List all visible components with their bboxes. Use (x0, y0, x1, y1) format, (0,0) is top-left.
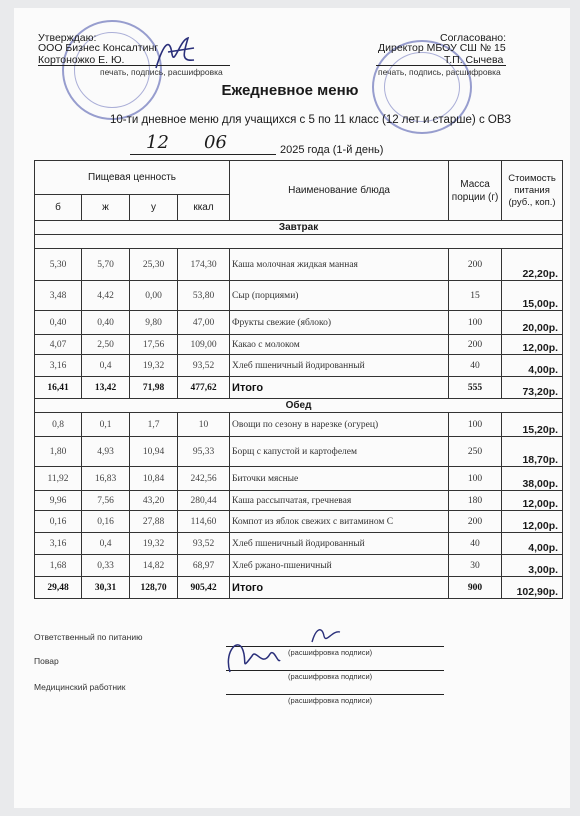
medic-caption: (расшифровка подписи) (288, 696, 373, 705)
table-row (35, 413, 563, 437)
mass-cell: 900 (449, 577, 502, 599)
lunch-section (35, 413, 563, 599)
fat-cell: 4,42 (82, 281, 130, 311)
dish-name-cell: Итого (230, 577, 449, 599)
price-cell: 15,00р. (502, 281, 563, 311)
price-cell: 18,70р. (502, 437, 563, 467)
price-cell: 12,00р. (502, 511, 563, 533)
mass-cell: 555 (449, 377, 502, 399)
mass-cell: 200 (449, 511, 502, 533)
nutrition-header: Пищевая ценность (35, 161, 230, 195)
kcal-cell: 53,80 (178, 281, 230, 311)
carbs-cell: 9,80 (130, 311, 178, 335)
agree-position: Директор МБОУ СШ № 15 (378, 42, 506, 54)
carbs-cell: 19,32 (130, 355, 178, 377)
responsible-caption: (расшифровка подписи) (288, 648, 373, 657)
fat-cell: 0,4 (82, 533, 130, 555)
fat-cell: 0,40 (82, 311, 130, 335)
kcal-cell: 109,00 (178, 335, 230, 355)
kcal-cell: 280,44 (178, 491, 230, 511)
dish-name-cell: Хлеб пшеничный йодированный (230, 533, 449, 555)
mass-cell: 200 (449, 335, 502, 355)
kcal-cell: 10 (178, 413, 230, 437)
carbs-cell: 25,30 (130, 249, 178, 281)
kcal-cell: 47,00 (178, 311, 230, 335)
protein-cell: 11,92 (35, 467, 82, 491)
menu-subtitle: 10-ти дневное меню для учащихся с 5 по 11 класс (12 лет и старше) с ОВЗ (110, 114, 512, 126)
mass-cell: 100 (449, 311, 502, 335)
protein-cell: 3,48 (35, 281, 82, 311)
protein-cell: 3,16 (35, 533, 82, 555)
dish-name-cell: Хлеб пшеничный йодированный (230, 355, 449, 377)
protein-cell: 16,41 (35, 377, 82, 399)
agree-sign-caption: печать, подпись, расшифровка (378, 67, 501, 77)
mass-cell: 40 (449, 355, 502, 377)
mass-cell: 200 (449, 249, 502, 281)
mass-cell: 100 (449, 467, 502, 491)
kcal-cell: 174,30 (178, 249, 230, 281)
cost-header: Стоимость питания (руб., коп.) (502, 161, 563, 221)
table-row (35, 335, 563, 355)
carbs-cell: 17,56 (130, 335, 178, 355)
kcal-cell: 93,52 (178, 533, 230, 555)
responsible-label: Ответственный по питанию (34, 632, 143, 642)
protein-cell: 1,68 (35, 555, 82, 577)
table-row (35, 511, 563, 533)
page-title: Ежедневное меню (221, 82, 359, 99)
carbs-cell: 1,7 (130, 413, 178, 437)
mass-cell: 40 (449, 533, 502, 555)
spacer-row (35, 235, 563, 249)
kcal-cell: 95,33 (178, 437, 230, 467)
price-cell: 4,00р. (502, 533, 563, 555)
fat-cell: 0,16 (82, 511, 130, 533)
carbs-header: у (130, 195, 178, 221)
table-row (35, 491, 563, 511)
protein-cell: 5,30 (35, 249, 82, 281)
fat-cell: 16,83 (82, 467, 130, 491)
dish-name-cell: Фрукты свежие (яблоко) (230, 311, 449, 335)
responsible-signature (308, 624, 344, 646)
date-day: 12 (146, 132, 169, 153)
dish-name-cell: Итого (230, 377, 449, 399)
price-cell: 102,90р. (502, 577, 563, 599)
carbs-cell: 43,20 (130, 491, 178, 511)
table-row (35, 467, 563, 491)
table-row (35, 533, 563, 555)
approve-org: ООО Бизнес Консалтинг (38, 42, 159, 54)
approve-name: Кортоножко Е. Ю. (38, 54, 125, 66)
breakfast-label: Завтрак (35, 221, 563, 235)
total-row (35, 577, 563, 599)
fat-cell: 30,31 (82, 577, 130, 599)
dish-name-cell: Каша рассыпчатая, гречневая (230, 491, 449, 511)
protein-cell: 0,40 (35, 311, 82, 335)
carbs-cell: 71,98 (130, 377, 178, 399)
price-cell: 20,00р. (502, 311, 563, 335)
kcal-cell: 477,62 (178, 377, 230, 399)
approve-signature (150, 32, 200, 76)
agree-label: Согласовано: (440, 32, 507, 44)
menu-table (34, 160, 563, 599)
table-row (35, 355, 563, 377)
fat-cell: 7,56 (82, 491, 130, 511)
cook-label: Повар (34, 656, 59, 666)
mass-cell: 180 (449, 491, 502, 511)
dish-name-cell: Каша молочная жидкая манная (230, 249, 449, 281)
price-cell: 12,00р. (502, 491, 563, 511)
protein-cell: 9,96 (35, 491, 82, 511)
protein-cell: 3,16 (35, 355, 82, 377)
dish-name-cell: Какао с молоком (230, 335, 449, 355)
table-row (35, 311, 563, 335)
price-cell: 4,00р. (502, 355, 563, 377)
fat-cell: 0,1 (82, 413, 130, 437)
medic-label: Медицинский работник (34, 682, 126, 692)
dish-name-cell: Биточки мясные (230, 467, 449, 491)
breakfast-section (35, 249, 563, 399)
fat-header: ж (82, 195, 130, 221)
carbs-cell: 14,82 (130, 555, 178, 577)
dish-header: Наименование блюда (230, 161, 449, 221)
date-year: 2025 года (1-й день) (280, 144, 384, 156)
price-cell: 38,00р. (502, 467, 563, 491)
kcal-cell: 114,60 (178, 511, 230, 533)
approve-sign-caption: печать, подпись, расшифровка (100, 67, 223, 77)
dish-name-cell: Хлеб ржано-пшеничный (230, 555, 449, 577)
cook-signature (222, 634, 282, 678)
protein-cell: 4,07 (35, 335, 82, 355)
approve-label: Утверждаю: (38, 32, 97, 44)
dish-name-cell: Компот из яблок свежих с витамином С (230, 511, 449, 533)
carbs-cell: 27,88 (130, 511, 178, 533)
protein-header: б (35, 195, 82, 221)
mass-header: Масса порции (г) (449, 161, 502, 221)
mass-cell: 30 (449, 555, 502, 577)
dish-name-cell: Овощи по сезону в нарезке (огурец) (230, 413, 449, 437)
table-row (35, 437, 563, 467)
mass-cell: 100 (449, 413, 502, 437)
carbs-cell: 0,00 (130, 281, 178, 311)
price-cell: 3,00р. (502, 555, 563, 577)
fat-cell: 5,70 (82, 249, 130, 281)
dish-name-cell: Борщ с капустой и картофелем (230, 437, 449, 467)
price-cell: 12,00р. (502, 335, 563, 355)
kcal-cell: 68,97 (178, 555, 230, 577)
carbs-cell: 128,70 (130, 577, 178, 599)
table-row (35, 555, 563, 577)
kcal-header: ккал (178, 195, 230, 221)
carbs-cell: 10,94 (130, 437, 178, 467)
price-cell: 15,20р. (502, 413, 563, 437)
dish-name-cell: Сыр (порциями) (230, 281, 449, 311)
lunch-label: Обед (35, 399, 563, 413)
agree-name: Т.П. Сычева (444, 54, 504, 66)
cook-caption: (расшифровка подписи) (288, 672, 373, 681)
date-month: 06 (204, 132, 227, 153)
fat-cell: 2,50 (82, 335, 130, 355)
fat-cell: 0,33 (82, 555, 130, 577)
total-row (35, 377, 563, 399)
protein-cell: 29,48 (35, 577, 82, 599)
carbs-cell: 19,32 (130, 533, 178, 555)
kcal-cell: 93,52 (178, 355, 230, 377)
mass-cell: 15 (449, 281, 502, 311)
medic-line (226, 694, 444, 695)
table-row (35, 249, 563, 281)
fat-cell: 13,42 (82, 377, 130, 399)
fat-cell: 4,93 (82, 437, 130, 467)
protein-cell: 0,16 (35, 511, 82, 533)
price-cell: 22,20р. (502, 249, 563, 281)
carbs-cell: 10,84 (130, 467, 178, 491)
kcal-cell: 905,42 (178, 577, 230, 599)
kcal-cell: 242,56 (178, 467, 230, 491)
protein-cell: 0,8 (35, 413, 82, 437)
price-cell: 73,20р. (502, 377, 563, 399)
table-row (35, 281, 563, 311)
fat-cell: 0,4 (82, 355, 130, 377)
protein-cell: 1,80 (35, 437, 82, 467)
mass-cell: 250 (449, 437, 502, 467)
